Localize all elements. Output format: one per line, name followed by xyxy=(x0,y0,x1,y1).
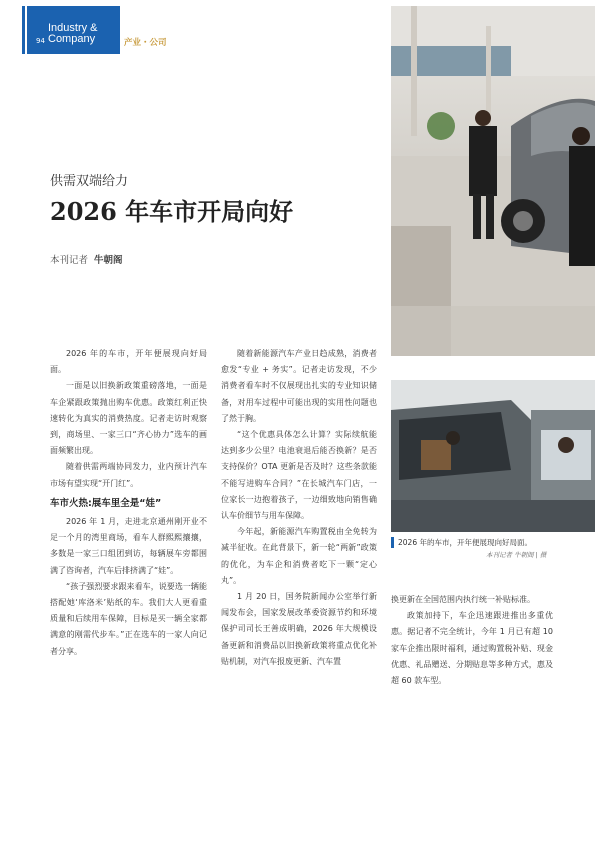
byline xyxy=(50,252,123,266)
paragraph: 今年起，新能源汽车购置税由全免转为减半征收。在此背景下，新一轮“两新”政策的优化，为车企和消费者吃下一颗“定心丸”。 xyxy=(221,527,377,585)
section-name-en-line2: Company xyxy=(48,33,96,45)
showroom-photo xyxy=(391,6,595,356)
paragraph: 随着供需两端协同发力，业内预计汽车市场有望实现“开门红”。 xyxy=(50,462,207,488)
section-name-en-line1: Industry & xyxy=(48,22,98,34)
page-number: 94 xyxy=(36,37,45,45)
paragraph: 2026 年 1 月，走进北京通州刚开业不足一个月的湾里商场，看车人群熙熙攘攘，多数是一家三口组团到访，每辆展车旁都围满了咨询者，汽车后排挤满了“娃”。 xyxy=(50,517,207,575)
article-column-2 xyxy=(221,346,377,670)
paragraph: “这个优惠具体怎么计算？实际续航能达到多少公里？电池衰退后能否换新？是否支持保价？OTA 更新是否及时？这些条款能不能写进购车合同？”在长城汽车门店，一位家长一边抱着孩子，一边细致地向销售确认车价细节与用车保障。 xyxy=(221,430,377,521)
photo-credit: 本刊记者 牛朝阁 | 摄 xyxy=(486,551,547,559)
header-accent-bar xyxy=(22,6,25,54)
paragraph: 政策加持下，车企迅速跟进推出多重优惠。据记者不完全统计，今年 1 月已有超 10 家车企推出限时福利，通过购置税补贴、现金优惠、礼品赠送、分期贴息等多种方式，惠及超 60 款车型。 xyxy=(391,611,553,686)
car-interior-illustration xyxy=(391,380,595,532)
subheading: 车市火热:展车里全是“娃” xyxy=(50,497,162,509)
paragraph: 1 月 20 日，国务院新闻办公室举行新闻发布会，国家发展改革委资源节约和环境保护司司长王善成明确，2026 年大规模设备更新和消费品以旧换新政策将重点优化补贴机制，对汽车报废更新、汽车置 xyxy=(221,592,377,666)
caption-accent-bar xyxy=(391,537,394,548)
byline-label: 本刊记者 xyxy=(50,255,89,266)
paragraph: 换更新在全国范围内执行统一补贴标准。 xyxy=(391,595,535,604)
paragraph: 一面是以旧换新政策重磅落地，一面是车企紧跟政策抛出购车优惠。政策红利正快速转化为真实的消费热度。记者走访时观察到，商场里、一家三口“齐心协力”选车的画面频繁出现。 xyxy=(50,381,207,456)
section-header-box xyxy=(27,6,120,54)
car-interior-photo xyxy=(391,380,595,532)
article-column-3 xyxy=(391,592,553,689)
article-kicker: 供需双端给力 xyxy=(50,174,129,189)
photo-caption: 2026 年的车市，开年便展现向好局面。 xyxy=(398,538,532,547)
showroom-illustration xyxy=(391,6,595,356)
section-name-cn: 产业・公司 xyxy=(124,38,167,48)
section-name-en xyxy=(48,23,98,45)
article-title: 2026 年车市开局向好 xyxy=(50,197,294,226)
paragraph: 2026 年的车市，开年便展现向好局面。 xyxy=(50,349,207,375)
paragraph: 随着新能源汽车产业日趋成熟，消费者愈发“专业 + 务实”。记者走访发现，不少消费者看车时不仅展现出扎实的专业知识储备，对用车过程中可能出现的实用性问题也了然于胸。 xyxy=(221,349,377,423)
paragraph: “孩子强烈要求跟来看车，说要选一辆能搭配她‘库洛米’贴纸的车。我们大人更看重质量和后续用车保障，目标是买一辆全家都满意的刚需代步车。”正在选车的一家人向记者分享。 xyxy=(50,581,207,656)
article-column-1 xyxy=(50,346,207,660)
byline-name: 牛朝阁 xyxy=(94,255,123,266)
